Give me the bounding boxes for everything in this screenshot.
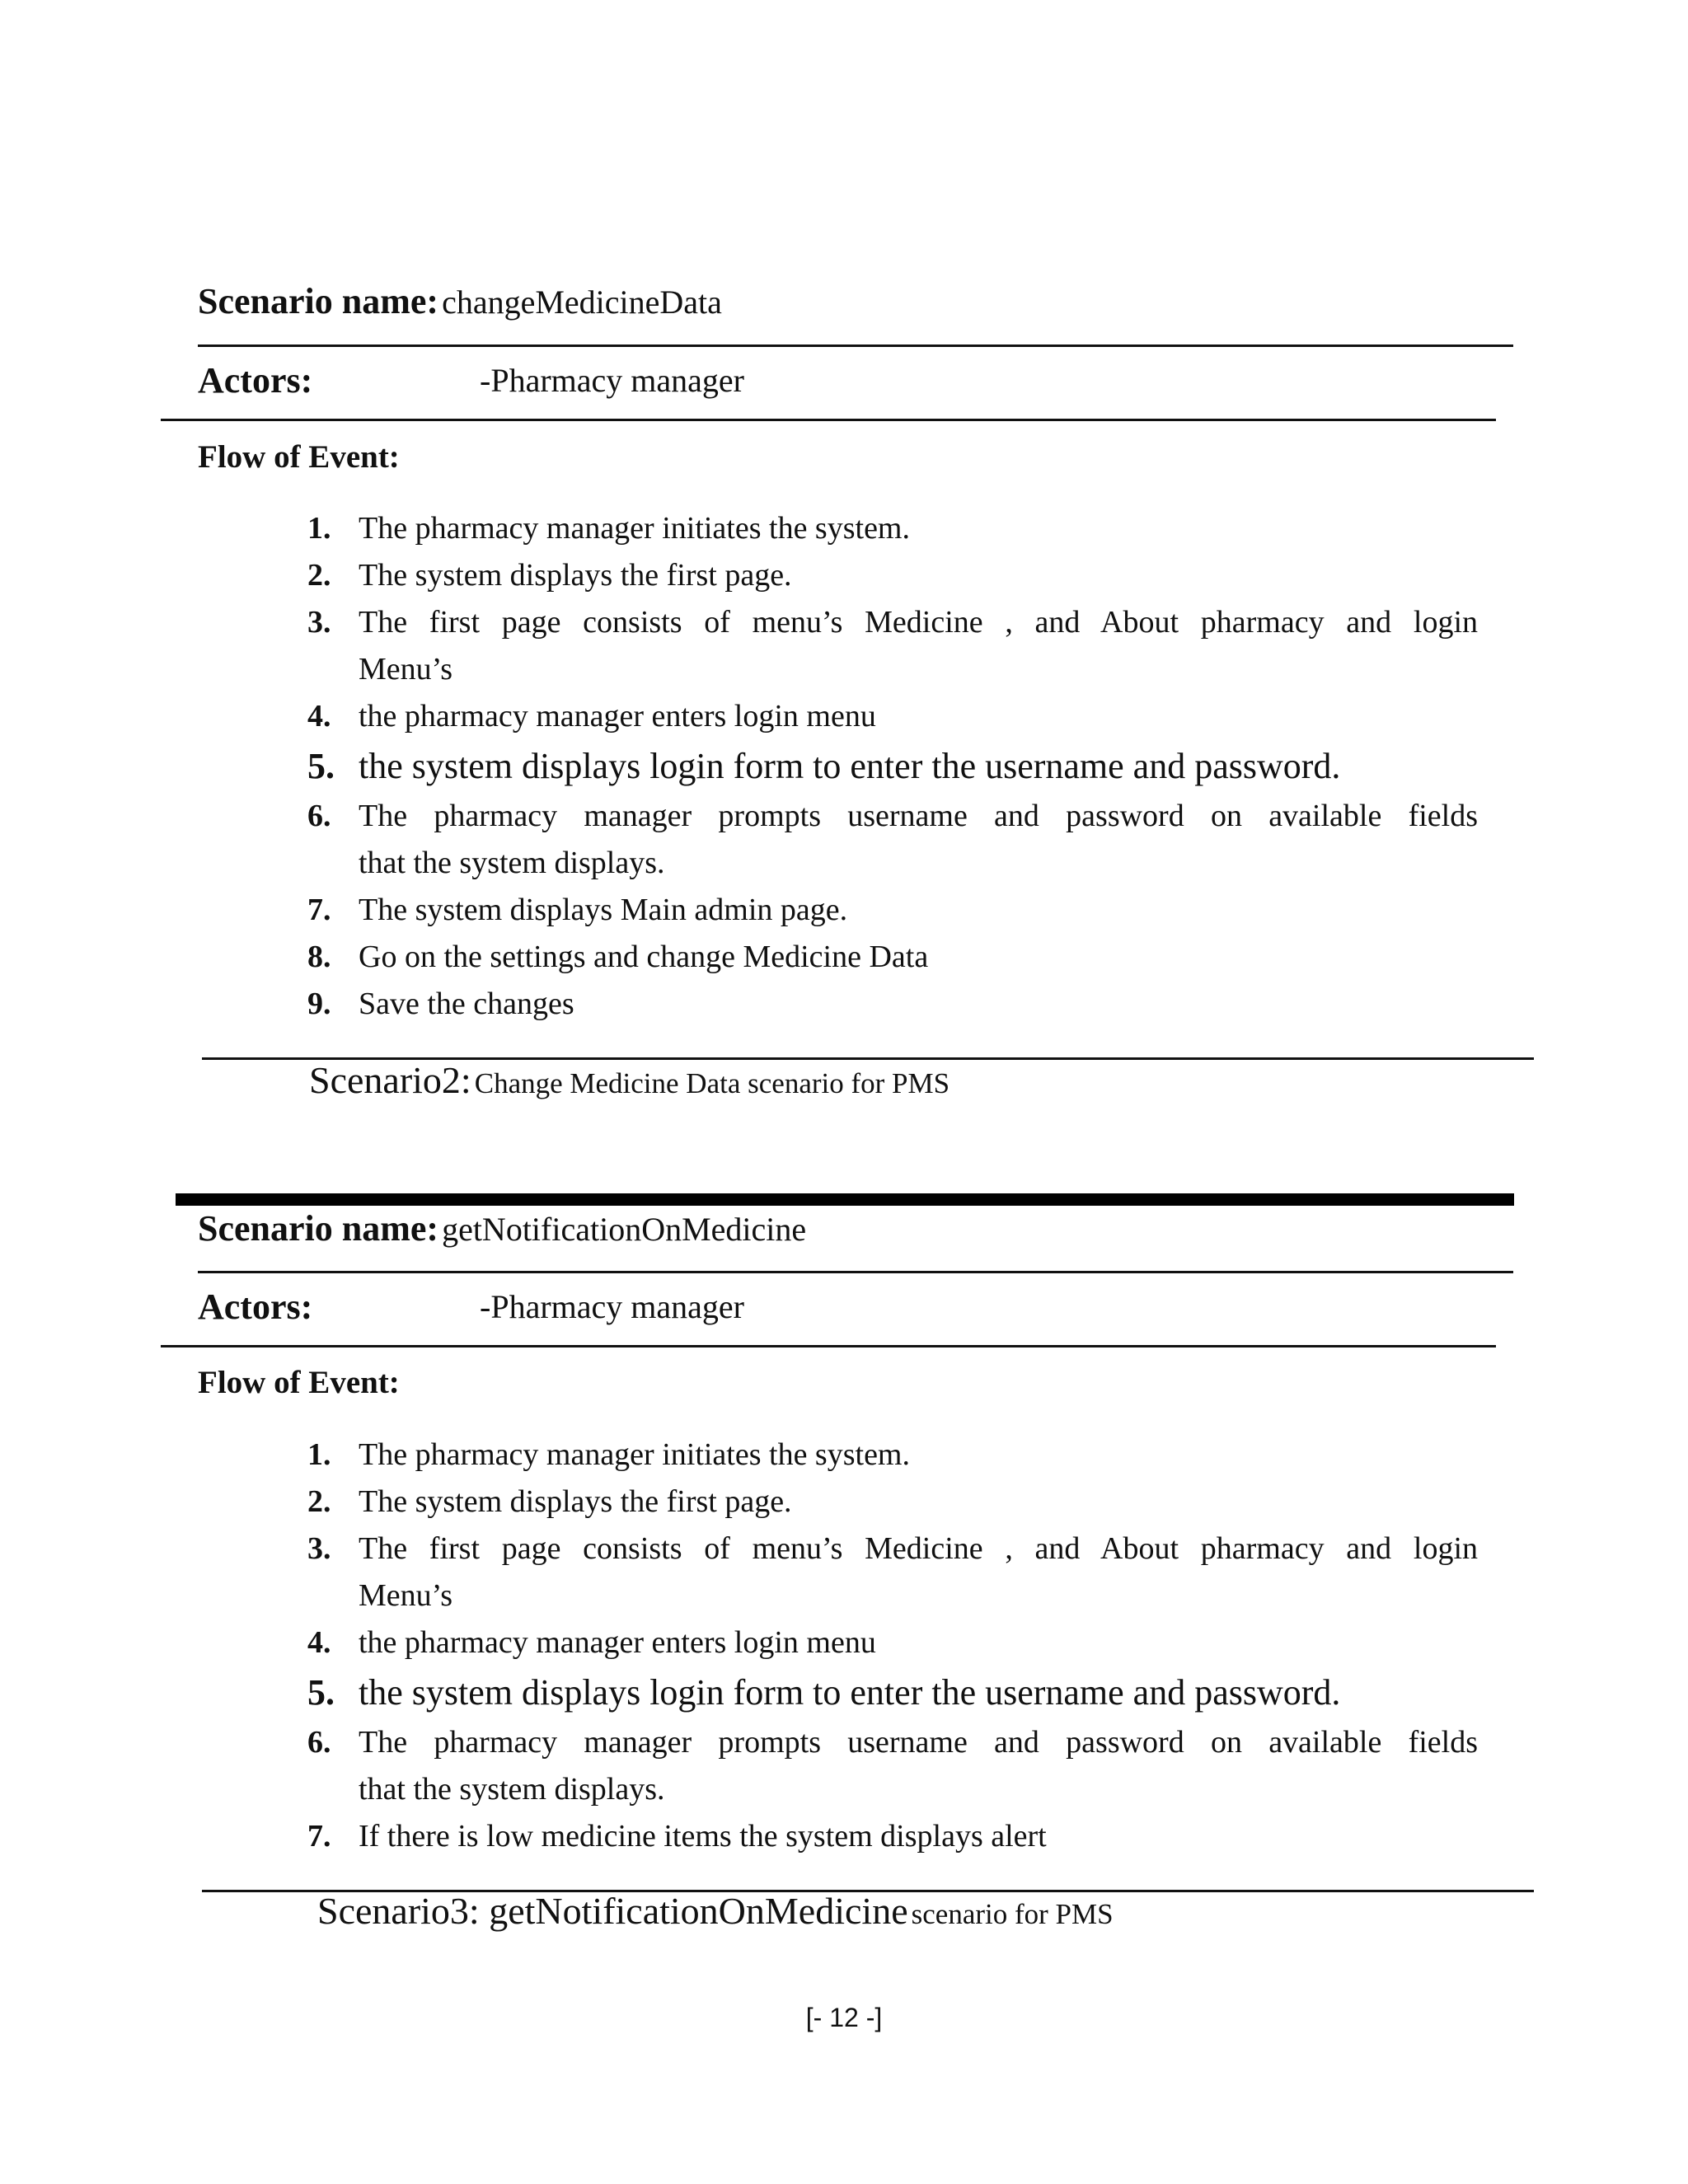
- scenario-a-actors-value: -Pharmacy manager: [480, 362, 744, 399]
- scenario-a-step: [307, 887, 1478, 934]
- step-number: 7.: [307, 893, 331, 927]
- scenario-a-actors-label: Actors:: [198, 360, 313, 401]
- step-text: If there is low medicine items the system displays alert: [359, 1819, 1047, 1854]
- step-number: 7.: [307, 1819, 331, 1854]
- step-text: The system displays the first page.: [359, 1484, 792, 1519]
- scenario-b-name-label: Scenario name:: [198, 1208, 439, 1249]
- scenario-b-caption-lead: Scenario3: getNotificationOnMedicine: [317, 1890, 908, 1932]
- step-number: 6.: [307, 1725, 331, 1760]
- scenario-a-actors-value-row: [480, 361, 744, 400]
- scenario-b-caption-rest: scenario for PMS: [911, 1898, 1114, 1930]
- step-text: The pharmacy manager initiates the system.: [359, 511, 910, 546]
- scenario-a-step: [307, 934, 1478, 981]
- scenario-a-steps: [307, 505, 1478, 1028]
- scenario-a-caption-lead: Scenario2:: [309, 1059, 471, 1101]
- scenario-b-actors-label: Actors:: [198, 1286, 313, 1327]
- scenario-b-name-row: [198, 1207, 806, 1249]
- scenario-b-step: [307, 1666, 1478, 1719]
- scenario-b-actors-value-row: [480, 1287, 744, 1326]
- scenario-b-flow-row: [198, 1364, 400, 1401]
- step-text: The pharmacy manager initiates the system.: [359, 1437, 910, 1472]
- scenario-b-step: [307, 1719, 1478, 1813]
- scenario-a-name-row: [198, 280, 722, 322]
- scenario-a-step: [307, 981, 1478, 1028]
- step-text: The pharmacy manager prompts username and password on available fields: [359, 799, 1478, 833]
- scenario-b-actors-row: [198, 1286, 312, 1328]
- step-number: 8.: [307, 940, 331, 974]
- step-text-continued: that the system displays.: [359, 1772, 665, 1807]
- scenario-b-name-value: getNotificationOnMedicine: [442, 1211, 807, 1248]
- scenario-b-rule-1: [198, 1271, 1513, 1273]
- scenario-b-flow-label: Flow of Event:: [198, 1365, 400, 1400]
- step-text: the pharmacy manager enters login menu: [359, 1625, 876, 1660]
- step-number: 2.: [307, 1484, 331, 1519]
- scenario-a-step: [307, 599, 1478, 693]
- scenario-a-caption: [309, 1058, 950, 1102]
- step-number: 3.: [307, 1531, 331, 1566]
- scenario-a-step: [307, 740, 1478, 793]
- step-text: Go on the settings and change Medicine Data: [359, 940, 929, 974]
- step-number: 5.: [307, 1672, 335, 1713]
- scenario-b-step: [307, 1526, 1478, 1619]
- step-number: 6.: [307, 799, 331, 833]
- scenario-b-step: [307, 1619, 1478, 1666]
- scenario-a-flow-row: [198, 438, 400, 476]
- scenario-a-step: [307, 505, 1478, 552]
- scenario-a-step: [307, 693, 1478, 740]
- step-text: The first page consists of menu’s Medicine , and About pharmacy and login: [359, 605, 1478, 640]
- scenario-a-actors-row: [198, 359, 312, 401]
- scenario-a-name-value: changeMedicineData: [442, 284, 722, 321]
- step-text: the system displays login form to enter the username and password.: [359, 746, 1341, 786]
- step-text: The first page consists of menu’s Medicine , and About pharmacy and login: [359, 1531, 1478, 1566]
- scenario-b-step: [307, 1813, 1478, 1860]
- scenario-a-name-label: Scenario name:: [198, 281, 439, 321]
- step-text: The system displays Main admin page.: [359, 893, 848, 927]
- scenario-b-caption: [317, 1889, 1114, 1933]
- scenario-b-step: [307, 1479, 1478, 1526]
- scenario-a-caption-rest: Change Medicine Data scenario for PMS: [474, 1067, 950, 1099]
- step-number: 1.: [307, 1437, 331, 1472]
- step-number: 2.: [307, 558, 331, 593]
- step-text: the system displays login form to enter the username and password.: [359, 1672, 1341, 1713]
- scenario-a-flow-label: Flow of Event:: [198, 439, 400, 475]
- step-text: Save the changes: [359, 987, 574, 1021]
- scenario-a-rule-2: [161, 419, 1496, 421]
- scenario-b-actors-value: -Pharmacy manager: [480, 1288, 744, 1325]
- step-text: The system displays the first page.: [359, 558, 792, 593]
- step-text-continued: that the system displays.: [359, 846, 665, 880]
- step-number: 1.: [307, 511, 331, 546]
- step-number: 4.: [307, 1625, 331, 1660]
- scenario-b-rule-2: [161, 1345, 1496, 1347]
- step-text-continued: Menu’s: [359, 1578, 452, 1613]
- step-number: 5.: [307, 746, 335, 786]
- scenario-b-step: [307, 1432, 1478, 1479]
- step-number: 9.: [307, 987, 331, 1021]
- page-number: [- 12 -]: [805, 2003, 883, 2032]
- step-text-continued: Menu’s: [359, 652, 452, 687]
- scenario-a-step: [307, 793, 1478, 887]
- step-text: the pharmacy manager enters login menu: [359, 699, 876, 733]
- scenario-a-rule-1: [198, 344, 1513, 347]
- step-text: The pharmacy manager prompts username and password on available fields: [359, 1725, 1478, 1760]
- scenario-b-steps: [307, 1432, 1478, 1860]
- section-separator: [176, 1193, 1514, 1206]
- step-number: 4.: [307, 699, 331, 733]
- step-number: 3.: [307, 605, 331, 640]
- scenario-a-step: [307, 552, 1478, 599]
